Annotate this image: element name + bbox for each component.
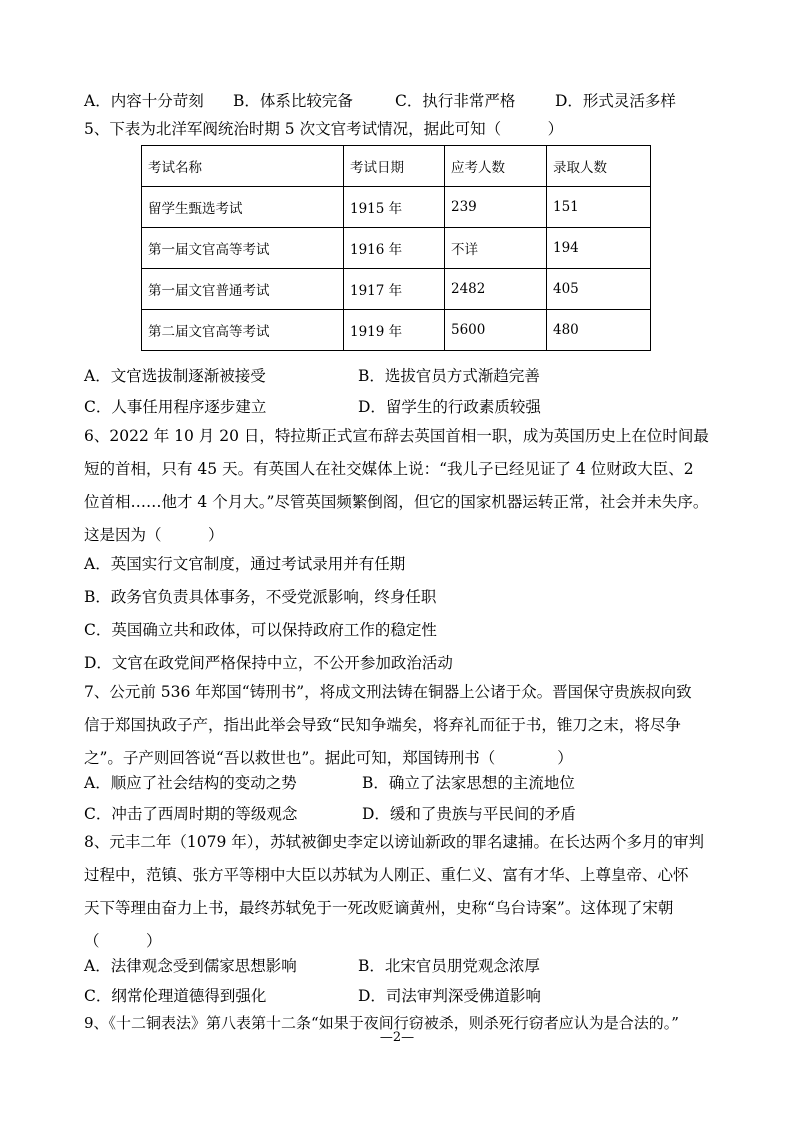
q5-option-c: C．人事任用程序逐步建立 — [84, 398, 267, 416]
table-cell: 480 — [547, 310, 651, 351]
q5-stem: 5、下表为北洋军阀统治时期 5 次文官考试情况，据此可知（ ） — [84, 120, 564, 138]
table-header: 应考人数 — [445, 146, 547, 187]
q8-stem-line: 天下等理由奋力上书，最终苏轼免于一死改贬谪黄州，史称“乌台诗案”。这体现了宋朝 — [84, 899, 674, 917]
table-header: 录取人数 — [547, 146, 651, 187]
q7-stem-line: 之”。子产则回答说“吾以救世也”。据此可知，郑国铸刑书（ ） — [84, 749, 573, 767]
table-cell: 留学生甄选考试 — [142, 187, 344, 228]
q5-option-d: D．留学生的行政素质较强 — [358, 398, 541, 416]
q7-option-d: D．缓和了贵族与平民间的矛盾 — [362, 805, 576, 823]
table-cell: 不详 — [445, 228, 547, 269]
table-cell: 1916 年 — [344, 228, 445, 269]
page-number: —2— — [379, 1030, 415, 1045]
table-row — [142, 187, 651, 228]
q6-options — [84, 548, 714, 680]
table-cell: 5600 — [445, 310, 547, 351]
q6-option-b: B．政务官负责具体事务，不受党派影响，终身任职 — [84, 588, 437, 606]
q7-stem-line: 信于郑国执政子产，指出此举会导致“民知争端矣，将弃礼而征于书，锥刀之末，将尽争 — [84, 716, 681, 734]
table-cell: 405 — [547, 269, 651, 310]
q7-option-b: B．确立了法家思想的主流地位 — [362, 774, 575, 792]
q6-stem-line: 这是因为（ ） — [84, 526, 224, 544]
table-cell: 2482 — [445, 269, 547, 310]
q7-option-a: A．顺应了社会结构的变动之势 — [84, 774, 297, 792]
table-header: 考试名称 — [142, 146, 344, 187]
q6-option-c: C．英国确立共和政体，可以保持政府工作的稳定性 — [84, 621, 437, 639]
q7-stem — [84, 676, 714, 775]
table-cell: 第二届文官高等考试 — [142, 310, 344, 351]
table-cell: 第一届文官普通考试 — [142, 269, 344, 310]
q4-option-c: C．执行非常严格 — [395, 92, 516, 110]
table-cell: 194 — [547, 228, 651, 269]
q6-stem — [84, 420, 714, 552]
q6-stem-line: 短的首相，只有 45 天。有英国人在社交媒体上说：“我儿子已经见证了 4 位财政大臣、2 — [84, 460, 694, 478]
table-row — [142, 228, 651, 269]
q8-option-b: B．北宋官员朋党观念浓厚 — [358, 957, 540, 975]
q6-option-a: A．英国实行文官制度，通过考试录用并有任期 — [84, 555, 406, 573]
q7-stem-line: 7、公元前 536 年郑国“铸刑书”，将成文刑法铸在铜器上公诸于众。晋国保守贵族叔向致 — [84, 683, 692, 701]
table-row — [142, 269, 651, 310]
q7-option-c: C．冲击了西周时期的等级观念 — [84, 805, 298, 823]
table-cell: 151 — [547, 187, 651, 228]
q5-option-b: B．选拔官员方式渐趋完善 — [358, 367, 540, 385]
table-cell: 第一届文官高等考试 — [142, 228, 344, 269]
q8-option-a: A．法律观念受到儒家思想影响 — [84, 957, 297, 975]
table-header: 考试日期 — [344, 146, 445, 187]
table-header-row — [142, 146, 651, 187]
q6-stem-line: 6、2022 年 10 月 20 日，特拉斯正式宣布辞去英国首相一职，成为英国历史上在位时间最 — [84, 427, 709, 445]
exam-table — [141, 145, 651, 351]
table-cell: 1919 年 — [344, 310, 445, 351]
q4-option-d: D．形式灵活多样 — [555, 92, 676, 110]
q4-option-b: B．体系比较完备 — [233, 92, 353, 110]
table-cell: 1915 年 — [344, 187, 445, 228]
q8-stem-line: 8、元丰二年（1079 年），苏轼被御史李定以谤讪新政的罪名逮捕。在长达两个多月的审判 — [84, 833, 704, 851]
table-cell: 1917 年 — [344, 269, 445, 310]
q6-option-d: D．文官在政党间严格保持中立，不公开参加政治活动 — [84, 654, 453, 672]
q6-stem-line: 位首相……他才 4 个月大。”尽管英国频繁倒阁，但它的国家机器运转正常，社会并未失序。 — [84, 493, 709, 511]
q8-option-c: C．纲常伦理道德得到强化 — [84, 987, 267, 1005]
q8-stem-line: （ ） — [84, 932, 162, 950]
q8-stem — [84, 826, 714, 958]
table-cell: 239 — [445, 187, 547, 228]
q8-option-d: D．司法审判深受佛道影响 — [358, 987, 541, 1005]
q5-option-a: A．文官选拔制逐渐被接受 — [84, 367, 266, 385]
q4-option-a: A．内容十分苛刻 — [84, 92, 204, 110]
table-row — [142, 310, 651, 351]
q9-stem: 9、《十二铜表法》第八表第十二条“如果于夜间行窃被杀，则杀死行窃者应认为是合法的。” — [84, 1014, 679, 1032]
q8-stem-line: 过程中，范镇、张方平等栩中大臣以苏轼为人刚正、重仁义、富有才华、上尊皇帝、心怀 — [84, 866, 689, 884]
